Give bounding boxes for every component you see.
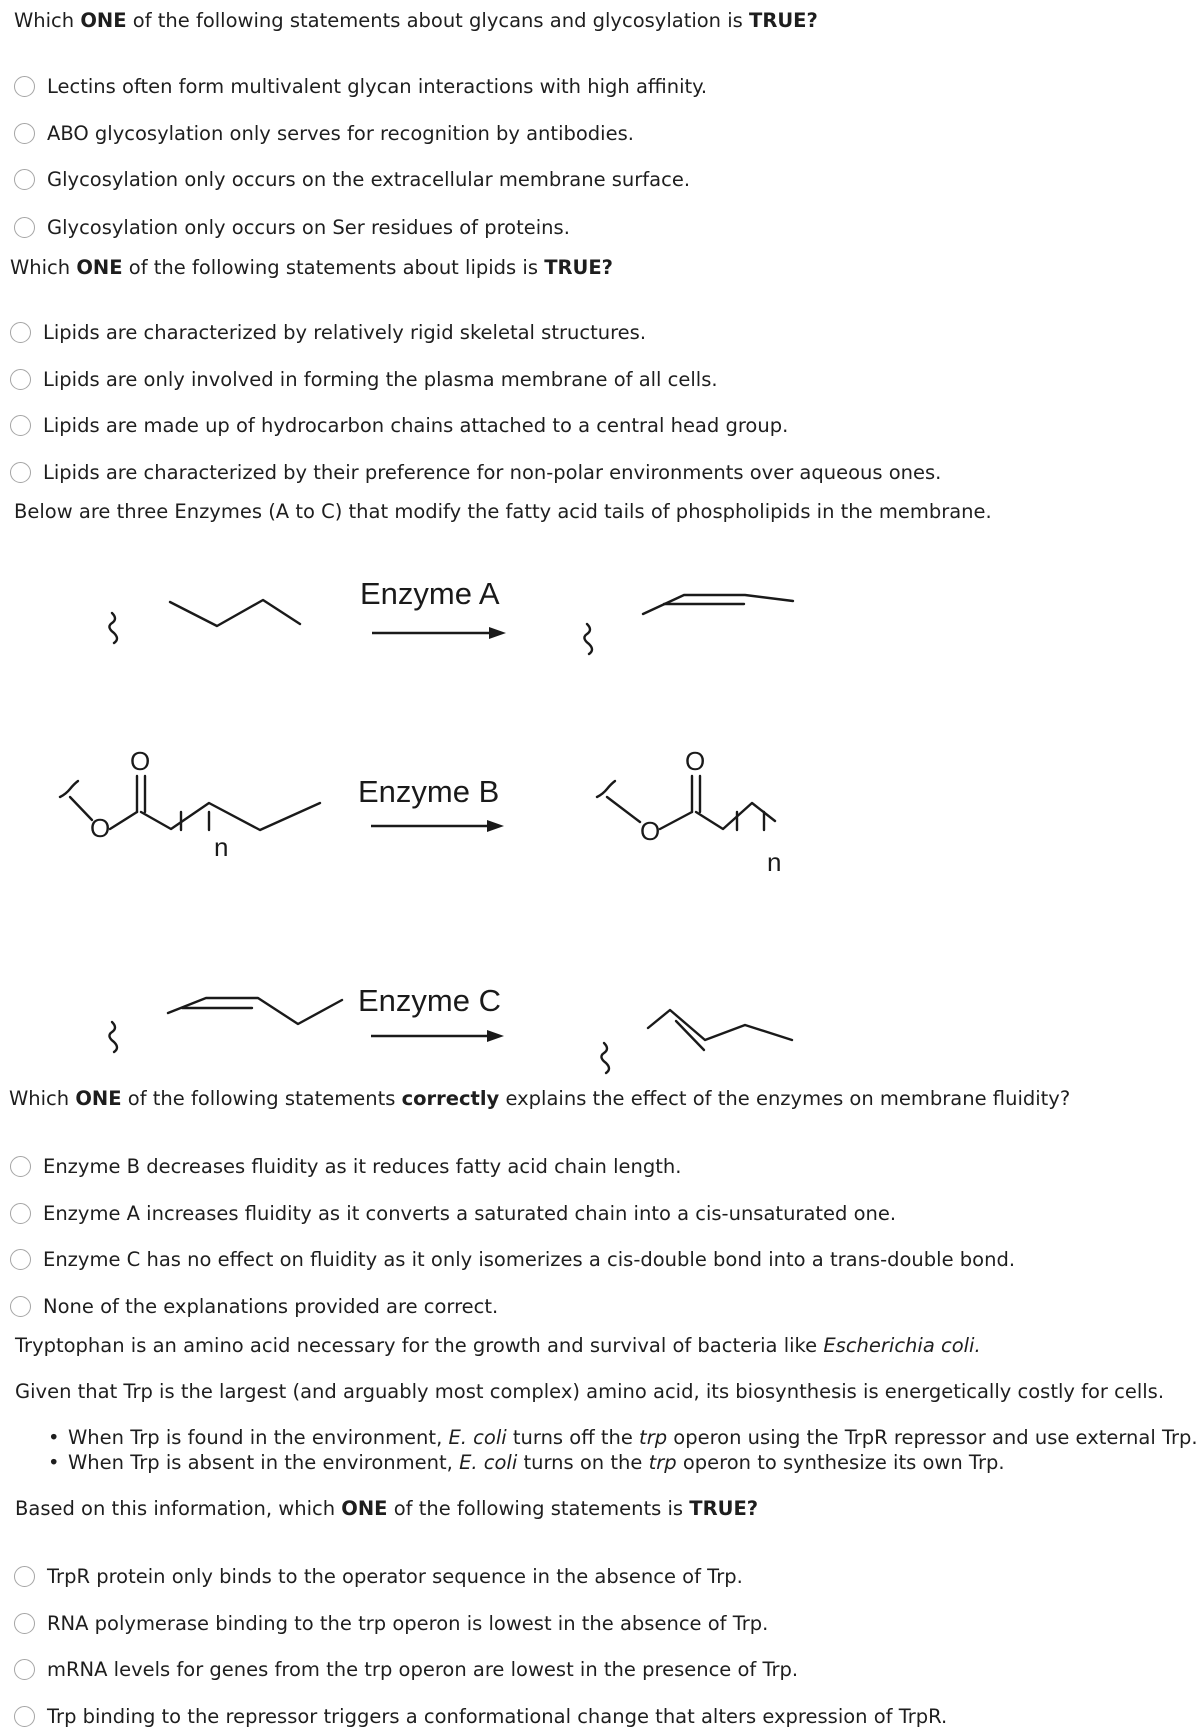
radio-button[interactable]: [14, 1566, 35, 1587]
radio-button[interactable]: [14, 1706, 35, 1727]
arrow-head-icon: [487, 1030, 504, 1042]
radio-button[interactable]: [14, 1659, 35, 1680]
q2-stem: Which ONE of the following statements about lipids is TRUE?: [10, 256, 613, 279]
q3-intro: Below are three Enzymes (A to C) that modify the fatty acid tails of phospholipids in the membrane.: [14, 500, 992, 523]
q4-option-1[interactable]: TrpR protein only binds to the operator sequence in the absence of Trp.: [14, 1565, 743, 1588]
atom-o-carbonyl: O: [685, 746, 706, 776]
q4-stem: Based on this information, which ONE of the following statements is TRUE?: [15, 1497, 759, 1520]
atom-o-carbonyl: O: [130, 746, 151, 776]
subscript-n: n: [767, 847, 782, 877]
q2-option-4[interactable]: Lipids are characterized by their preference for non-polar environments over aqueous ones.: [10, 461, 941, 484]
cis-unsaturated-chain: [168, 998, 342, 1024]
arrow-head-icon: [487, 820, 504, 832]
wavy-bond-icon: [109, 613, 117, 643]
subscript-n: n: [214, 832, 229, 862]
q2-option-1[interactable]: Lipids are characterized by relatively rigid skeletal structures.: [10, 321, 646, 344]
q4-paragraph-2: Given that Trp is the largest (and arguably most complex) amino acid, its biosynthesis is energetically costly for cells.: [15, 1380, 1165, 1403]
wavy-bond-icon: [109, 1022, 117, 1052]
radio-button[interactable]: [10, 1203, 31, 1224]
q1-option-1[interactable]: Lectins often form multivalent glycan interactions with high affinity.: [14, 75, 707, 98]
radio-button[interactable]: [10, 1296, 31, 1317]
q4-paragraph-1: Tryptophan is an amino acid necessary for the growth and survival of bacteria like Escherichia coli.: [15, 1334, 981, 1357]
radio-button[interactable]: [14, 1613, 35, 1634]
wavy-bond-icon: [601, 1043, 609, 1073]
wavy-bond-icon: [60, 781, 78, 797]
saturated-chain: [170, 600, 300, 626]
q4-option-3[interactable]: mRNA levels for genes from the trp operon are lowest in the presence of Trp.: [14, 1658, 798, 1681]
q4-bullet-1: • When Trp is found in the environment, E. coli turns off the trp operon using the TrpR repressor and use external Trp.: [68, 1426, 1198, 1449]
q4-option-2[interactable]: RNA polymerase binding to the trp operon is lowest in the absence of Trp.: [14, 1612, 768, 1635]
bond: [607, 797, 640, 822]
q3-option-2[interactable]: Enzyme A increases fluidity as it converts a saturated chain into a cis-unsaturated one.: [10, 1202, 896, 1225]
trans-unsaturated-chain: [648, 1010, 792, 1040]
wavy-bond-icon: [584, 624, 592, 654]
enzyme-c-label: Enzyme C: [358, 983, 501, 1018]
q3-option-3[interactable]: Enzyme C has no effect on fluidity as it only isomerizes a cis-double bond into a trans-double bond.: [10, 1248, 1015, 1271]
bond: [660, 812, 692, 829]
atom-o-ester: O: [640, 816, 661, 846]
q4-option-4[interactable]: Trp binding to the repressor triggers a conformational change that alters expression of TrpR.: [14, 1705, 947, 1728]
arrow-head-icon: [489, 627, 506, 639]
q3-option-1[interactable]: Enzyme B decreases fluidity as it reduces fatty acid chain length.: [10, 1155, 681, 1178]
q1-option-4[interactable]: Glycosylation only occurs on Ser residues of proteins.: [14, 216, 570, 239]
q1-option-3[interactable]: Glycosylation only occurs on the extracellular membrane surface.: [14, 168, 690, 191]
bond: [110, 812, 137, 829]
radio-button[interactable]: [10, 1249, 31, 1270]
q2-option-3[interactable]: Lipids are made up of hydrocarbon chains attached to a central head group.: [10, 414, 788, 437]
enzyme-a-label: Enzyme A: [360, 576, 500, 611]
q3-stem: Which ONE of the following statements correctly explains the effect of the enzymes on membrane fluidity?: [9, 1087, 1071, 1110]
q4-bullet-2: • When Trp is absent in the environment, E. coli turns on the trp operon to synthesize its own Trp.: [68, 1451, 1005, 1474]
q1-option-2[interactable]: ABO glycosylation only serves for recognition by antibodies.: [14, 122, 634, 145]
atom-o-ester: O: [90, 813, 111, 843]
wavy-bond-icon: [597, 781, 615, 797]
bond: [70, 797, 92, 820]
q3-option-4[interactable]: None of the explanations provided are correct.: [10, 1295, 498, 1318]
radio-button[interactable]: [10, 1156, 31, 1177]
q2-option-2[interactable]: Lipids are only involved in forming the plasma membrane of all cells.: [10, 368, 718, 391]
q1-stem: Which ONE of the following statements about glycans and glycosylation is TRUE?: [14, 9, 818, 32]
chain-n: [141, 803, 320, 830]
enzyme-b-label: Enzyme B: [358, 774, 500, 809]
